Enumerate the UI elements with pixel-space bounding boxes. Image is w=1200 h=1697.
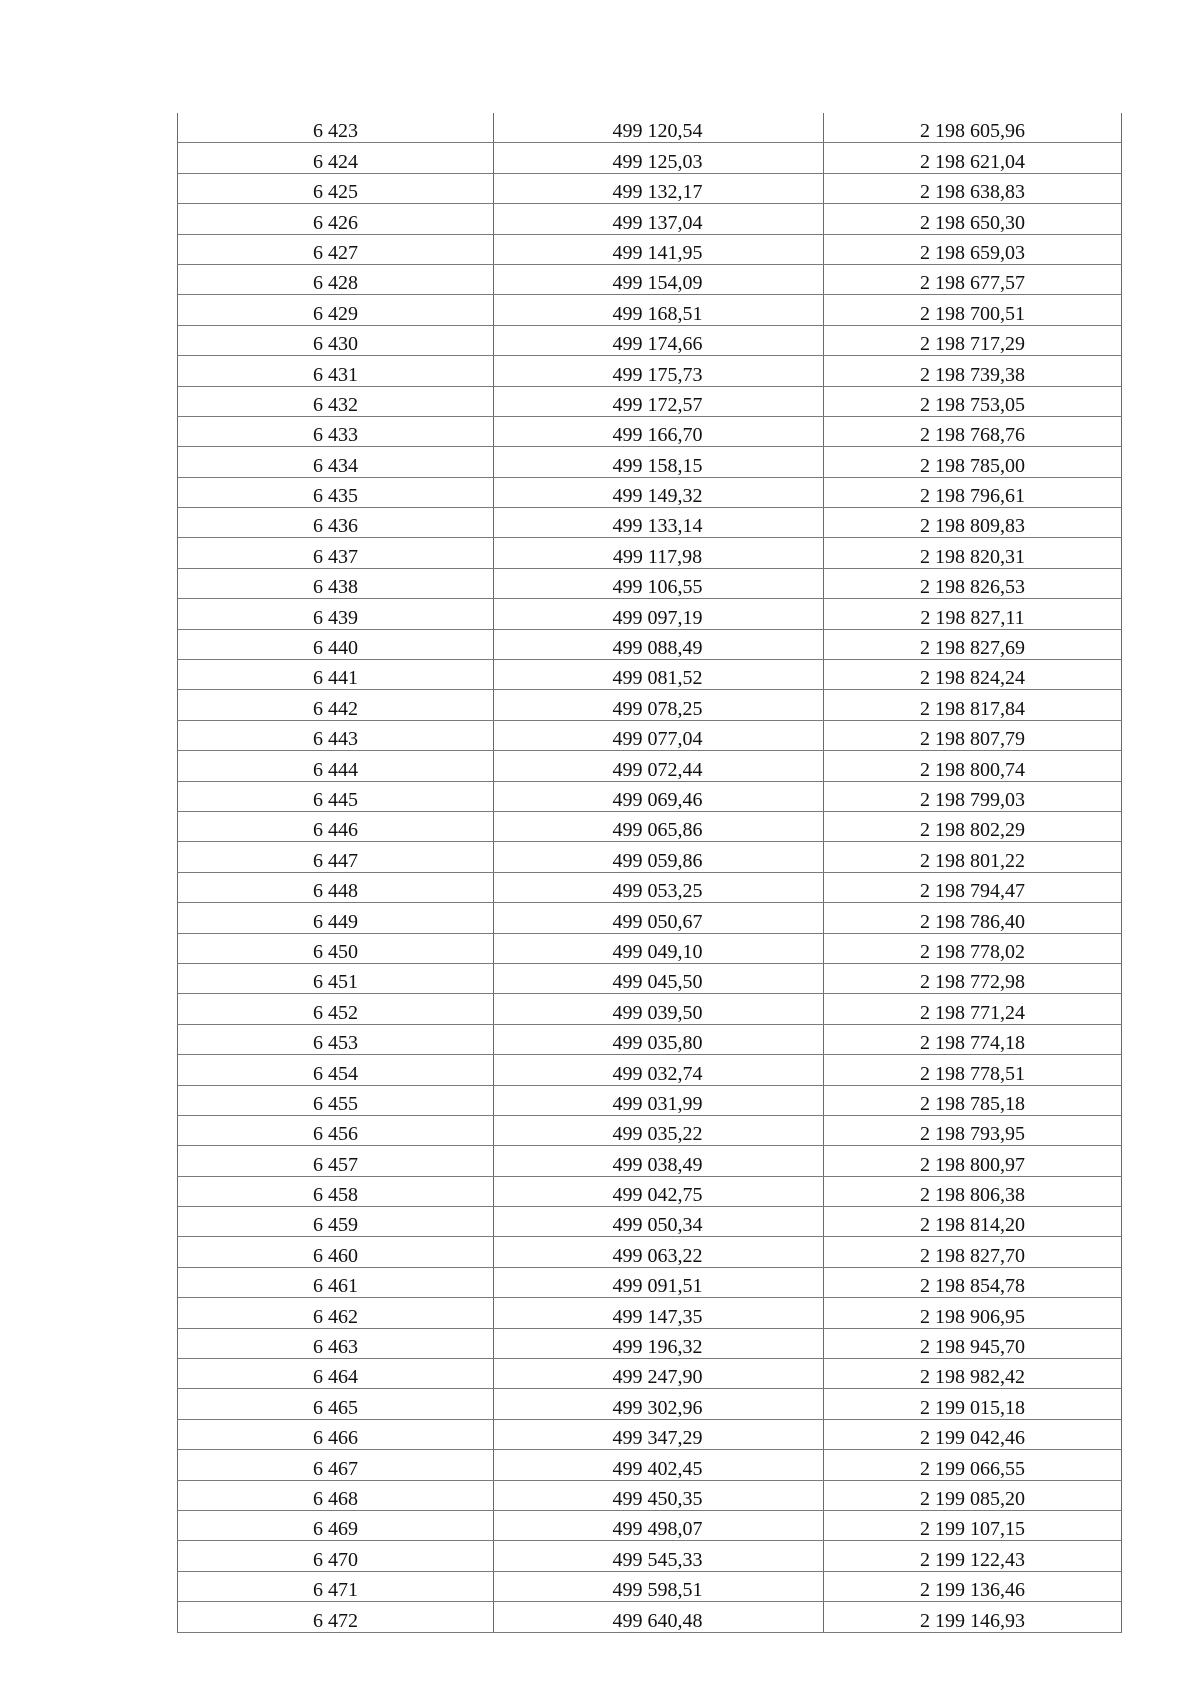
point-number-cell: 6 428 bbox=[178, 264, 494, 294]
x-coordinate-cell: 499 154,09 bbox=[494, 264, 824, 294]
table-row bbox=[178, 1328, 1122, 1358]
point-number-cell: 6 444 bbox=[178, 751, 494, 781]
y-coordinate-cell: 2 198 774,18 bbox=[824, 1024, 1122, 1054]
point-number-cell: 6 446 bbox=[178, 811, 494, 841]
table-row bbox=[178, 933, 1122, 963]
x-coordinate-cell: 499 077,04 bbox=[494, 720, 824, 750]
point-number-cell: 6 468 bbox=[178, 1480, 494, 1510]
y-coordinate-cell: 2 198 771,24 bbox=[824, 994, 1122, 1024]
point-number-cell: 6 440 bbox=[178, 629, 494, 659]
table-row bbox=[178, 508, 1122, 538]
point-number-cell: 6 472 bbox=[178, 1602, 494, 1632]
point-number-cell: 6 452 bbox=[178, 994, 494, 1024]
y-coordinate-cell: 2 198 800,74 bbox=[824, 751, 1122, 781]
y-coordinate-cell: 2 198 827,70 bbox=[824, 1237, 1122, 1267]
table-row bbox=[178, 1146, 1122, 1176]
point-number-cell: 6 462 bbox=[178, 1298, 494, 1328]
x-coordinate-cell: 499 039,50 bbox=[494, 994, 824, 1024]
table-row bbox=[178, 295, 1122, 325]
table-row bbox=[178, 477, 1122, 507]
y-coordinate-cell: 2 198 814,20 bbox=[824, 1207, 1122, 1237]
y-coordinate-cell: 2 198 700,51 bbox=[824, 295, 1122, 325]
y-coordinate-cell: 2 198 906,95 bbox=[824, 1298, 1122, 1328]
x-coordinate-cell: 499 132,17 bbox=[494, 173, 824, 203]
table-row bbox=[178, 1510, 1122, 1540]
table-row bbox=[178, 1267, 1122, 1297]
y-coordinate-cell: 2 198 794,47 bbox=[824, 872, 1122, 902]
point-number-cell: 6 458 bbox=[178, 1176, 494, 1206]
table-row bbox=[178, 234, 1122, 264]
y-coordinate-cell: 2 198 650,30 bbox=[824, 204, 1122, 234]
x-coordinate-cell: 499 175,73 bbox=[494, 356, 824, 386]
x-coordinate-cell: 499 498,07 bbox=[494, 1510, 824, 1540]
y-coordinate-cell: 2 198 785,00 bbox=[824, 447, 1122, 477]
x-coordinate-cell: 499 069,46 bbox=[494, 781, 824, 811]
table-row bbox=[178, 113, 1122, 143]
x-coordinate-cell: 499 038,49 bbox=[494, 1146, 824, 1176]
y-coordinate-cell: 2 198 827,69 bbox=[824, 629, 1122, 659]
x-coordinate-cell: 499 172,57 bbox=[494, 386, 824, 416]
table-row bbox=[178, 1359, 1122, 1389]
table-row bbox=[178, 386, 1122, 416]
y-coordinate-cell: 2 198 807,79 bbox=[824, 720, 1122, 750]
point-number-cell: 6 429 bbox=[178, 295, 494, 325]
point-number-cell: 6 457 bbox=[178, 1146, 494, 1176]
y-coordinate-cell: 2 199 085,20 bbox=[824, 1480, 1122, 1510]
point-number-cell: 6 423 bbox=[178, 113, 494, 143]
x-coordinate-cell: 499 045,50 bbox=[494, 963, 824, 993]
point-number-cell: 6 466 bbox=[178, 1419, 494, 1449]
point-number-cell: 6 465 bbox=[178, 1389, 494, 1419]
x-coordinate-cell: 499 158,15 bbox=[494, 447, 824, 477]
x-coordinate-cell: 499 035,80 bbox=[494, 1024, 824, 1054]
x-coordinate-cell: 499 106,55 bbox=[494, 568, 824, 598]
y-coordinate-cell: 2 199 107,15 bbox=[824, 1510, 1122, 1540]
point-number-cell: 6 425 bbox=[178, 173, 494, 203]
y-coordinate-cell: 2 198 796,61 bbox=[824, 477, 1122, 507]
y-coordinate-cell: 2 198 717,29 bbox=[824, 325, 1122, 355]
y-coordinate-cell: 2 198 739,38 bbox=[824, 356, 1122, 386]
y-coordinate-cell: 2 198 621,04 bbox=[824, 143, 1122, 173]
x-coordinate-cell: 499 091,51 bbox=[494, 1267, 824, 1297]
x-coordinate-cell: 499 450,35 bbox=[494, 1480, 824, 1510]
x-coordinate-cell: 499 072,44 bbox=[494, 751, 824, 781]
table-row bbox=[178, 781, 1122, 811]
point-number-cell: 6 437 bbox=[178, 538, 494, 568]
point-number-cell: 6 459 bbox=[178, 1207, 494, 1237]
y-coordinate-cell: 2 198 778,02 bbox=[824, 933, 1122, 963]
x-coordinate-cell: 499 032,74 bbox=[494, 1055, 824, 1085]
point-number-cell: 6 464 bbox=[178, 1359, 494, 1389]
table-row bbox=[178, 1480, 1122, 1510]
table-row bbox=[178, 629, 1122, 659]
table-row bbox=[178, 599, 1122, 629]
table-row bbox=[178, 690, 1122, 720]
table-row bbox=[178, 872, 1122, 902]
x-coordinate-cell: 499 133,14 bbox=[494, 508, 824, 538]
y-coordinate-cell: 2 198 785,18 bbox=[824, 1085, 1122, 1115]
y-coordinate-cell: 2 198 793,95 bbox=[824, 1115, 1122, 1145]
x-coordinate-cell: 499 149,32 bbox=[494, 477, 824, 507]
x-coordinate-cell: 499 065,86 bbox=[494, 811, 824, 841]
point-number-cell: 6 447 bbox=[178, 842, 494, 872]
table-row bbox=[178, 568, 1122, 598]
y-coordinate-cell: 2 199 015,18 bbox=[824, 1389, 1122, 1419]
y-coordinate-cell: 2 198 753,05 bbox=[824, 386, 1122, 416]
point-number-cell: 6 456 bbox=[178, 1115, 494, 1145]
table-row bbox=[178, 325, 1122, 355]
y-coordinate-cell: 2 198 638,83 bbox=[824, 173, 1122, 203]
y-coordinate-cell: 2 198 824,24 bbox=[824, 660, 1122, 690]
table-row bbox=[178, 1055, 1122, 1085]
coordinates-table bbox=[177, 113, 1122, 1633]
x-coordinate-cell: 499 117,98 bbox=[494, 538, 824, 568]
table-row bbox=[178, 204, 1122, 234]
table-row bbox=[178, 356, 1122, 386]
y-coordinate-cell: 2 198 799,03 bbox=[824, 781, 1122, 811]
point-number-cell: 6 443 bbox=[178, 720, 494, 750]
point-number-cell: 6 454 bbox=[178, 1055, 494, 1085]
point-number-cell: 6 451 bbox=[178, 963, 494, 993]
x-coordinate-cell: 499 174,66 bbox=[494, 325, 824, 355]
y-coordinate-cell: 2 199 042,46 bbox=[824, 1419, 1122, 1449]
x-coordinate-cell: 499 147,35 bbox=[494, 1298, 824, 1328]
y-coordinate-cell: 2 198 826,53 bbox=[824, 568, 1122, 598]
x-coordinate-cell: 499 042,75 bbox=[494, 1176, 824, 1206]
point-number-cell: 6 463 bbox=[178, 1328, 494, 1358]
point-number-cell: 6 445 bbox=[178, 781, 494, 811]
y-coordinate-cell: 2 198 772,98 bbox=[824, 963, 1122, 993]
x-coordinate-cell: 499 166,70 bbox=[494, 416, 824, 446]
table-row bbox=[178, 447, 1122, 477]
table-row bbox=[178, 1571, 1122, 1601]
table-row bbox=[178, 1450, 1122, 1480]
x-coordinate-cell: 499 302,96 bbox=[494, 1389, 824, 1419]
point-number-cell: 6 433 bbox=[178, 416, 494, 446]
table-row bbox=[178, 751, 1122, 781]
x-coordinate-cell: 499 598,51 bbox=[494, 1571, 824, 1601]
x-coordinate-cell: 499 640,48 bbox=[494, 1602, 824, 1632]
y-coordinate-cell: 2 198 854,78 bbox=[824, 1267, 1122, 1297]
point-number-cell: 6 436 bbox=[178, 508, 494, 538]
point-number-cell: 6 469 bbox=[178, 1510, 494, 1540]
y-coordinate-cell: 2 199 136,46 bbox=[824, 1571, 1122, 1601]
table-row bbox=[178, 1541, 1122, 1571]
x-coordinate-cell: 499 050,34 bbox=[494, 1207, 824, 1237]
point-number-cell: 6 430 bbox=[178, 325, 494, 355]
x-coordinate-cell: 499 097,19 bbox=[494, 599, 824, 629]
table-row bbox=[178, 1237, 1122, 1267]
y-coordinate-cell: 2 198 806,38 bbox=[824, 1176, 1122, 1206]
y-coordinate-cell: 2 198 778,51 bbox=[824, 1055, 1122, 1085]
x-coordinate-cell: 499 196,32 bbox=[494, 1328, 824, 1358]
point-number-cell: 6 450 bbox=[178, 933, 494, 963]
x-coordinate-cell: 499 545,33 bbox=[494, 1541, 824, 1571]
point-number-cell: 6 431 bbox=[178, 356, 494, 386]
table-row bbox=[178, 842, 1122, 872]
y-coordinate-cell: 2 198 982,42 bbox=[824, 1359, 1122, 1389]
table-row bbox=[178, 963, 1122, 993]
y-coordinate-cell: 2 199 066,55 bbox=[824, 1450, 1122, 1480]
x-coordinate-cell: 499 049,10 bbox=[494, 933, 824, 963]
x-coordinate-cell: 499 247,90 bbox=[494, 1359, 824, 1389]
y-coordinate-cell: 2 198 817,84 bbox=[824, 690, 1122, 720]
table-row bbox=[178, 660, 1122, 690]
x-coordinate-cell: 499 141,95 bbox=[494, 234, 824, 264]
point-number-cell: 6 455 bbox=[178, 1085, 494, 1115]
point-number-cell: 6 471 bbox=[178, 1571, 494, 1601]
table-row bbox=[178, 903, 1122, 933]
x-coordinate-cell: 499 088,49 bbox=[494, 629, 824, 659]
point-number-cell: 6 453 bbox=[178, 1024, 494, 1054]
table-row bbox=[178, 1207, 1122, 1237]
point-number-cell: 6 435 bbox=[178, 477, 494, 507]
y-coordinate-cell: 2 198 801,22 bbox=[824, 842, 1122, 872]
y-coordinate-cell: 2 198 820,31 bbox=[824, 538, 1122, 568]
point-number-cell: 6 448 bbox=[178, 872, 494, 902]
table-row bbox=[178, 1298, 1122, 1328]
table-row bbox=[178, 538, 1122, 568]
table-row bbox=[178, 811, 1122, 841]
y-coordinate-cell: 2 198 800,97 bbox=[824, 1146, 1122, 1176]
point-number-cell: 6 460 bbox=[178, 1237, 494, 1267]
table-row bbox=[178, 264, 1122, 294]
table-row bbox=[178, 1602, 1122, 1632]
x-coordinate-cell: 499 137,04 bbox=[494, 204, 824, 234]
x-coordinate-cell: 499 168,51 bbox=[494, 295, 824, 325]
y-coordinate-cell: 2 198 945,70 bbox=[824, 1328, 1122, 1358]
x-coordinate-cell: 499 125,03 bbox=[494, 143, 824, 173]
point-number-cell: 6 427 bbox=[178, 234, 494, 264]
coordinates-table-body bbox=[178, 113, 1122, 1632]
y-coordinate-cell: 2 198 768,76 bbox=[824, 416, 1122, 446]
table-row bbox=[178, 720, 1122, 750]
table-row bbox=[178, 1085, 1122, 1115]
point-number-cell: 6 467 bbox=[178, 1450, 494, 1480]
x-coordinate-cell: 499 031,99 bbox=[494, 1085, 824, 1115]
point-number-cell: 6 438 bbox=[178, 568, 494, 598]
x-coordinate-cell: 499 050,67 bbox=[494, 903, 824, 933]
point-number-cell: 6 424 bbox=[178, 143, 494, 173]
table-row bbox=[178, 994, 1122, 1024]
y-coordinate-cell: 2 199 146,93 bbox=[824, 1602, 1122, 1632]
table-row bbox=[178, 1115, 1122, 1145]
table-row bbox=[178, 173, 1122, 203]
y-coordinate-cell: 2 198 827,11 bbox=[824, 599, 1122, 629]
point-number-cell: 6 461 bbox=[178, 1267, 494, 1297]
y-coordinate-cell: 2 198 605,96 bbox=[824, 113, 1122, 143]
x-coordinate-cell: 499 347,29 bbox=[494, 1419, 824, 1449]
point-number-cell: 6 441 bbox=[178, 660, 494, 690]
point-number-cell: 6 432 bbox=[178, 386, 494, 416]
table-row bbox=[178, 143, 1122, 173]
x-coordinate-cell: 499 063,22 bbox=[494, 1237, 824, 1267]
y-coordinate-cell: 2 198 809,83 bbox=[824, 508, 1122, 538]
y-coordinate-cell: 2 198 677,57 bbox=[824, 264, 1122, 294]
table-row bbox=[178, 1389, 1122, 1419]
table-row bbox=[178, 1024, 1122, 1054]
x-coordinate-cell: 499 402,45 bbox=[494, 1450, 824, 1480]
y-coordinate-cell: 2 198 659,03 bbox=[824, 234, 1122, 264]
x-coordinate-cell: 499 059,86 bbox=[494, 842, 824, 872]
point-number-cell: 6 439 bbox=[178, 599, 494, 629]
point-number-cell: 6 442 bbox=[178, 690, 494, 720]
y-coordinate-cell: 2 198 786,40 bbox=[824, 903, 1122, 933]
y-coordinate-cell: 2 199 122,43 bbox=[824, 1541, 1122, 1571]
table-row bbox=[178, 416, 1122, 446]
point-number-cell: 6 434 bbox=[178, 447, 494, 477]
table-row bbox=[178, 1419, 1122, 1449]
point-number-cell: 6 470 bbox=[178, 1541, 494, 1571]
point-number-cell: 6 426 bbox=[178, 204, 494, 234]
x-coordinate-cell: 499 078,25 bbox=[494, 690, 824, 720]
point-number-cell: 6 449 bbox=[178, 903, 494, 933]
y-coordinate-cell: 2 198 802,29 bbox=[824, 811, 1122, 841]
x-coordinate-cell: 499 120,54 bbox=[494, 113, 824, 143]
table-row bbox=[178, 1176, 1122, 1206]
x-coordinate-cell: 499 035,22 bbox=[494, 1115, 824, 1145]
x-coordinate-cell: 499 081,52 bbox=[494, 660, 824, 690]
x-coordinate-cell: 499 053,25 bbox=[494, 872, 824, 902]
